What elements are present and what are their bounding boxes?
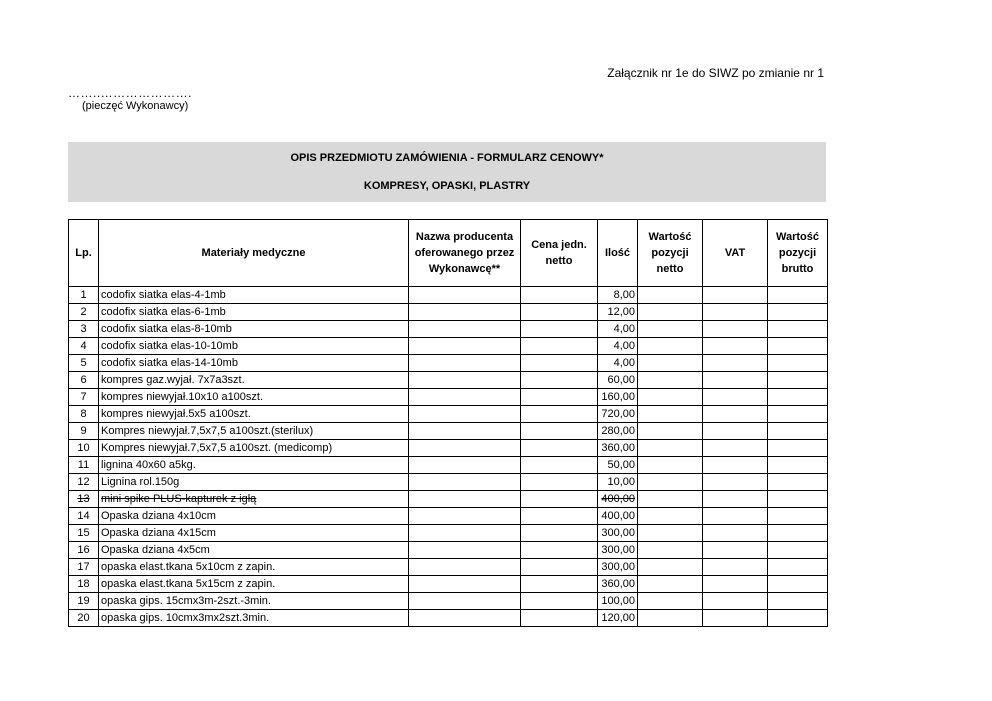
row-item-name: codofix siatka elas-4-1mb: [99, 287, 409, 304]
row-item-name: Lignina rol.150g: [99, 474, 409, 491]
row-item-name: Kompres niewyjał.7,5x7,5 a100szt. (medicomp): [99, 440, 409, 457]
table-row: [69, 576, 828, 593]
row-item-name: kompres niewyjał.5x5 a100szt.: [99, 406, 409, 423]
row-unit-price-cell[interactable]: [521, 304, 598, 321]
row-vat-cell[interactable]: [703, 321, 768, 338]
row-vat-cell[interactable]: [703, 542, 768, 559]
col-header-producer: Nazwa producenta oferowanego przez Wykonawcę**: [409, 220, 521, 287]
row-lp: 17: [69, 559, 99, 576]
row-lp: 5: [69, 355, 99, 372]
row-producer-cell[interactable]: [409, 525, 521, 542]
row-producer-cell[interactable]: [409, 304, 521, 321]
row-unit-price-cell[interactable]: [521, 440, 598, 457]
row-net-value-cell[interactable]: [638, 423, 703, 440]
row-vat-cell[interactable]: [703, 406, 768, 423]
table-row: [69, 508, 828, 525]
table-row: [69, 610, 828, 627]
row-gross-value-cell[interactable]: [768, 321, 828, 338]
row-gross-value-cell[interactable]: [768, 287, 828, 304]
row-qty: 4,00: [598, 355, 638, 372]
col-header-vat: VAT: [703, 220, 768, 287]
table-row: [69, 542, 828, 559]
row-net-value-cell[interactable]: [638, 338, 703, 355]
table-row: [69, 321, 828, 338]
row-producer-cell[interactable]: [409, 389, 521, 406]
row-producer-cell[interactable]: [409, 542, 521, 559]
row-unit-price-cell[interactable]: [521, 474, 598, 491]
row-item-name: opaska gips. 10cmx3mx2szt.3min.: [99, 610, 409, 627]
row-net-value-cell[interactable]: [638, 406, 703, 423]
row-gross-value-cell[interactable]: [768, 593, 828, 610]
row-qty: 300,00: [598, 542, 638, 559]
row-item-name: mini spike PLUS-kapturek z igłą: [99, 491, 409, 508]
table-row: [69, 559, 828, 576]
table-row: [69, 355, 828, 372]
row-lp: 1: [69, 287, 99, 304]
row-vat-cell[interactable]: [703, 338, 768, 355]
row-qty: 10,00: [598, 474, 638, 491]
form-title: OPIS PRZEDMIOTU ZAMÓWIENIA - FORMULARZ CENOWY*: [290, 152, 604, 164]
table-row: [69, 474, 828, 491]
row-qty: 300,00: [598, 525, 638, 542]
row-producer-cell[interactable]: [409, 491, 521, 508]
row-gross-value-cell[interactable]: [768, 542, 828, 559]
row-item-name: Opaska dziana 4x10cm: [99, 508, 409, 525]
row-net-value-cell[interactable]: [638, 287, 703, 304]
row-vat-cell[interactable]: [703, 457, 768, 474]
row-vat-cell[interactable]: [703, 576, 768, 593]
row-vat-cell[interactable]: [703, 474, 768, 491]
row-unit-price-cell[interactable]: [521, 525, 598, 542]
row-unit-price-cell[interactable]: [521, 355, 598, 372]
row-unit-price-cell[interactable]: [521, 321, 598, 338]
row-lp: 2: [69, 304, 99, 321]
row-qty: 360,00: [598, 576, 638, 593]
row-unit-price-cell[interactable]: [521, 287, 598, 304]
row-item-name: Opaska dziana 4x15cm: [99, 525, 409, 542]
price-table: [68, 219, 828, 627]
row-net-value-cell[interactable]: [638, 372, 703, 389]
row-gross-value-cell[interactable]: [768, 474, 828, 491]
row-producer-cell[interactable]: [409, 474, 521, 491]
annex-reference: Załącznik nr 1e do SIWZ po zmianie nr 1: [607, 66, 824, 80]
row-lp: 9: [69, 423, 99, 440]
row-lp: 12: [69, 474, 99, 491]
row-qty: 300,00: [598, 559, 638, 576]
row-net-value-cell[interactable]: [638, 491, 703, 508]
stamp-dotted-line: ……..………………….: [68, 86, 193, 100]
row-unit-price-cell[interactable]: [521, 389, 598, 406]
row-producer-cell[interactable]: [409, 457, 521, 474]
row-gross-value-cell[interactable]: [768, 559, 828, 576]
row-lp: 4: [69, 338, 99, 355]
row-vat-cell[interactable]: [703, 423, 768, 440]
table-row: [69, 372, 828, 389]
row-net-value-cell[interactable]: [638, 559, 703, 576]
row-net-value-cell[interactable]: [638, 525, 703, 542]
row-qty: 8,00: [598, 287, 638, 304]
form-title-banner: [68, 142, 826, 202]
row-lp: 7: [69, 389, 99, 406]
row-gross-value-cell[interactable]: [768, 355, 828, 372]
row-lp: 11: [69, 457, 99, 474]
row-lp: 16: [69, 542, 99, 559]
table-row: [69, 287, 828, 304]
row-gross-value-cell[interactable]: [768, 525, 828, 542]
row-net-value-cell[interactable]: [638, 457, 703, 474]
row-gross-value-cell[interactable]: [768, 372, 828, 389]
row-item-name: codofix siatka elas-10-10mb: [99, 338, 409, 355]
table-row: [69, 338, 828, 355]
table-row: [69, 491, 828, 508]
row-net-value-cell[interactable]: [638, 593, 703, 610]
row-qty: 400,00: [598, 508, 638, 525]
row-item-name: Opaska dziana 4x5cm: [99, 542, 409, 559]
table-row: [69, 423, 828, 440]
row-vat-cell[interactable]: [703, 372, 768, 389]
row-vat-cell[interactable]: [703, 508, 768, 525]
row-producer-cell[interactable]: [409, 440, 521, 457]
col-header-net-value: Wartość pozycji netto: [638, 220, 703, 287]
table-row: [69, 440, 828, 457]
row-unit-price-cell[interactable]: [521, 542, 598, 559]
row-gross-value-cell[interactable]: [768, 610, 828, 627]
row-lp: 20: [69, 610, 99, 627]
col-header-qty: Ilość: [598, 220, 638, 287]
row-net-value-cell[interactable]: [638, 576, 703, 593]
row-lp: 13: [69, 491, 99, 508]
row-vat-cell[interactable]: [703, 610, 768, 627]
row-producer-cell[interactable]: [409, 287, 521, 304]
row-producer-cell[interactable]: [409, 338, 521, 355]
col-header-lp: Lp.: [69, 220, 99, 287]
col-header-name: Materiały medyczne: [99, 220, 409, 287]
row-producer-cell[interactable]: [409, 508, 521, 525]
row-unit-price-cell[interactable]: [521, 508, 598, 525]
row-unit-price-cell[interactable]: [521, 593, 598, 610]
row-net-value-cell[interactable]: [638, 610, 703, 627]
row-producer-cell[interactable]: [409, 406, 521, 423]
table-row: [69, 389, 828, 406]
row-qty: 160,00: [598, 389, 638, 406]
row-item-name: opaska elast.tkana 5x10cm z zapin.: [99, 559, 409, 576]
row-lp: 10: [69, 440, 99, 457]
row-net-value-cell[interactable]: [638, 542, 703, 559]
row-item-name: Kompres niewyjał.7,5x7,5 a100szt.(sterilux): [99, 423, 409, 440]
row-unit-price-cell[interactable]: [521, 559, 598, 576]
row-gross-value-cell[interactable]: [768, 457, 828, 474]
row-unit-price-cell[interactable]: [521, 372, 598, 389]
row-unit-price-cell[interactable]: [521, 491, 598, 508]
row-unit-price-cell[interactable]: [521, 610, 598, 627]
row-lp: 19: [69, 593, 99, 610]
row-qty: 4,00: [598, 338, 638, 355]
row-qty: 400,00: [598, 491, 638, 508]
row-item-name: kompres gaz.wyjał. 7x7a3szt.: [99, 372, 409, 389]
row-qty: 12,00: [598, 304, 638, 321]
row-lp: 14: [69, 508, 99, 525]
row-vat-cell[interactable]: [703, 389, 768, 406]
row-gross-value-cell[interactable]: [768, 508, 828, 525]
row-unit-price-cell[interactable]: [521, 423, 598, 440]
row-gross-value-cell[interactable]: [768, 491, 828, 508]
row-unit-price-cell[interactable]: [521, 576, 598, 593]
row-item-name: codofix siatka elas-8-10mb: [99, 321, 409, 338]
row-producer-cell[interactable]: [409, 576, 521, 593]
row-unit-price-cell[interactable]: [521, 457, 598, 474]
row-vat-cell[interactable]: [703, 304, 768, 321]
row-vat-cell[interactable]: [703, 287, 768, 304]
row-gross-value-cell[interactable]: [768, 440, 828, 457]
row-qty: 280,00: [598, 423, 638, 440]
row-qty: 4,00: [598, 321, 638, 338]
contractor-stamp-label: (pieczęć Wykonawcy): [82, 100, 189, 112]
row-net-value-cell[interactable]: [638, 321, 703, 338]
row-gross-value-cell[interactable]: [768, 423, 828, 440]
row-qty: 100,00: [598, 593, 638, 610]
row-item-name: lignina 40x60 a5kg.: [99, 457, 409, 474]
row-producer-cell[interactable]: [409, 610, 521, 627]
row-unit-price-cell[interactable]: [521, 406, 598, 423]
row-producer-cell[interactable]: [409, 423, 521, 440]
row-vat-cell[interactable]: [703, 525, 768, 542]
table-header-row: [69, 220, 828, 287]
row-qty: 120,00: [598, 610, 638, 627]
row-net-value-cell[interactable]: [638, 474, 703, 491]
row-net-value-cell[interactable]: [638, 389, 703, 406]
row-item-name: opaska elast.tkana 5x15cm z zapin.: [99, 576, 409, 593]
col-header-gross-value: Wartość pozycji brutto: [768, 220, 828, 287]
table-row: [69, 593, 828, 610]
row-vat-cell[interactable]: [703, 491, 768, 508]
row-item-name: codofix siatka elas-6-1mb: [99, 304, 409, 321]
row-net-value-cell[interactable]: [638, 508, 703, 525]
table-row: [69, 406, 828, 423]
row-lp: 15: [69, 525, 99, 542]
row-qty: 50,00: [598, 457, 638, 474]
table-row: [69, 525, 828, 542]
table-row: [69, 457, 828, 474]
row-vat-cell[interactable]: [703, 440, 768, 457]
row-lp: 3: [69, 321, 99, 338]
row-producer-cell[interactable]: [409, 372, 521, 389]
row-lp: 6: [69, 372, 99, 389]
row-gross-value-cell[interactable]: [768, 304, 828, 321]
row-qty: 60,00: [598, 372, 638, 389]
row-producer-cell[interactable]: [409, 321, 521, 338]
col-header-unit-price: Cena jedn. netto: [521, 220, 598, 287]
row-producer-cell[interactable]: [409, 593, 521, 610]
row-net-value-cell[interactable]: [638, 304, 703, 321]
table-row: [69, 304, 828, 321]
row-producer-cell[interactable]: [409, 559, 521, 576]
form-subtitle: KOMPRESY, OPASKI, PLASTRY: [363, 180, 531, 192]
row-vat-cell[interactable]: [703, 355, 768, 372]
row-lp: 8: [69, 406, 99, 423]
row-item-name: kompres niewyjał.10x10 a100szt.: [99, 389, 409, 406]
row-qty: 360,00: [598, 440, 638, 457]
row-vat-cell[interactable]: [703, 593, 768, 610]
row-vat-cell[interactable]: [703, 559, 768, 576]
row-lp: 18: [69, 576, 99, 593]
row-net-value-cell[interactable]: [638, 440, 703, 457]
row-item-name: opaska gips. 15cmx3m-2szt.-3min.: [99, 593, 409, 610]
row-net-value-cell[interactable]: [638, 355, 703, 372]
row-gross-value-cell[interactable]: [768, 406, 828, 423]
row-gross-value-cell[interactable]: [768, 576, 828, 593]
row-gross-value-cell[interactable]: [768, 389, 828, 406]
row-qty: 720,00: [598, 406, 638, 423]
row-unit-price-cell[interactable]: [521, 338, 598, 355]
row-gross-value-cell[interactable]: [768, 338, 828, 355]
row-producer-cell[interactable]: [409, 355, 521, 372]
row-item-name: codofix siatka elas-14-10mb: [99, 355, 409, 372]
